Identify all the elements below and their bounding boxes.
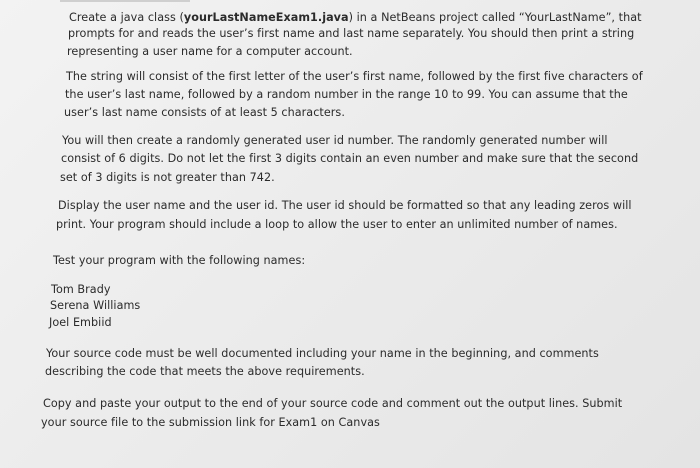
doc-rule-line-2: describing the code that meets the above requirements. [45, 365, 365, 378]
intro-line-2: prompts for and reads the user’s first name and last name separately. You should then print a string [68, 27, 635, 40]
submit-rule-line-2: your source file to the submission link for Exam1 on Canvas [41, 416, 380, 429]
submit-rule-line-1: Copy and paste your output to the end of your source code and comment out the output lines. Submit [43, 397, 623, 410]
paper-edge [60, 0, 190, 2]
test-name-1: Tom Brady [51, 283, 111, 296]
intro-text-b: ) in a NetBeans project called “YourLastName”, that [348, 11, 642, 24]
id-rule-line-2: consist of 6 digits. Do not let the first 3 digits contain an even number and make sure that the second [61, 152, 639, 165]
intro-filename: yourLastNameExam1.java [183, 11, 349, 24]
string-rule-line-1: The string will consist of the first letter of the user’s first name, followed by the first five characters of [66, 70, 643, 83]
test-name-2: Serena Williams [50, 299, 141, 312]
intro-text-a: Create a java class ( [69, 11, 184, 24]
test-name-3: Joel Embiid [49, 316, 112, 329]
display-rule-line-1: Display the user name and the user id. The user id should be formatted so that any leading zeros will [58, 199, 632, 212]
intro-line-3: representing a user name for a computer account. [67, 45, 353, 58]
string-rule-line-3: user’s last name consists of at least 5 characters. [64, 106, 345, 119]
intro-line-1 [69, 11, 642, 25]
id-rule-line-3: set of 3 digits is not greater than 742. [60, 171, 275, 184]
id-rule-line-1: You will then create a randomly generated user id number. The randomly generated number will [62, 134, 608, 147]
string-rule-line-2: the user’s last name, followed by a random number in the range 10 to 99. You can assume that the [65, 88, 628, 101]
test-intro: Test your program with the following names: [53, 254, 306, 267]
display-rule-line-2: print. Your program should include a loop to allow the user to enter an unlimited number of names. [56, 218, 618, 231]
doc-rule-line-1: Your source code must be well documented including your name in the beginning, and comments [46, 347, 599, 360]
